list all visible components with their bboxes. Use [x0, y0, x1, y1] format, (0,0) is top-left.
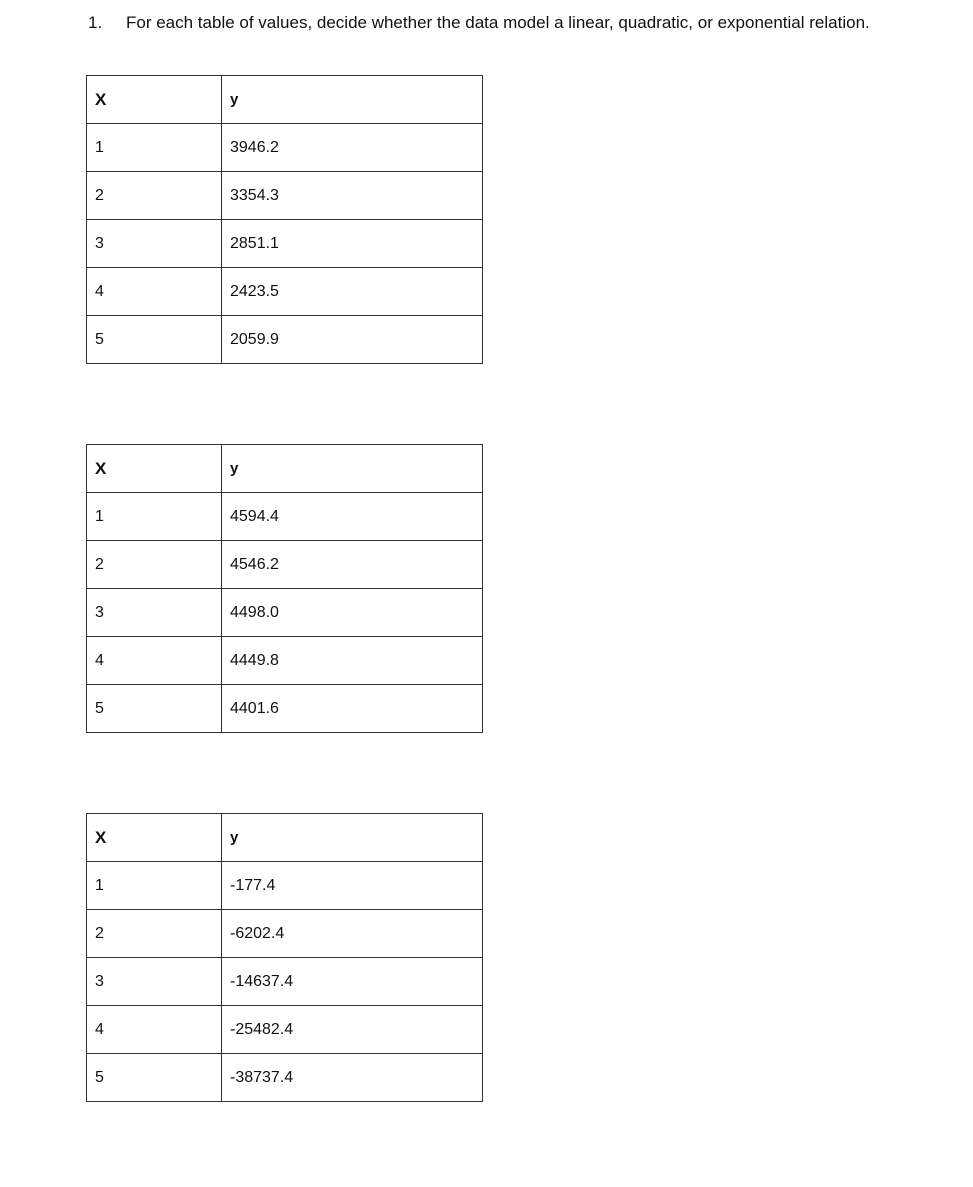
- cell-y: 2851.1: [222, 220, 483, 268]
- table-row: [87, 910, 483, 958]
- cell-x: 2: [87, 541, 222, 589]
- cell-y: -14637.4: [222, 958, 483, 1006]
- header-x: X: [87, 76, 222, 124]
- table-row: [87, 685, 483, 733]
- table-header-row: [87, 445, 483, 493]
- table-row: [87, 862, 483, 910]
- cell-y: 4546.2: [222, 541, 483, 589]
- cell-y: 3946.2: [222, 124, 483, 172]
- cell-x: 3: [87, 220, 222, 268]
- table-header-row: [87, 814, 483, 862]
- table-row: [87, 172, 483, 220]
- question-text: For each table of values, decide whether the data model a linear, quadratic, or exponential relation.: [126, 13, 870, 32]
- values-table-3: [86, 813, 483, 1102]
- cell-x: 1: [87, 124, 222, 172]
- table-row: [87, 958, 483, 1006]
- table-row: [87, 637, 483, 685]
- cell-y: 3354.3: [222, 172, 483, 220]
- table-row: [87, 589, 483, 637]
- cell-x: 3: [87, 589, 222, 637]
- cell-y: 2423.5: [222, 268, 483, 316]
- header-y: y: [222, 76, 483, 124]
- cell-y: 4594.4: [222, 493, 483, 541]
- cell-x: 2: [87, 910, 222, 958]
- cell-x: 1: [87, 862, 222, 910]
- values-table-1: [86, 75, 483, 364]
- cell-x: 5: [87, 316, 222, 364]
- table-row: [87, 268, 483, 316]
- values-table-2: [86, 444, 483, 733]
- question-number: 1.: [88, 13, 103, 32]
- cell-x: 3: [87, 958, 222, 1006]
- cell-y: -177.4: [222, 862, 483, 910]
- header-x: X: [87, 445, 222, 493]
- cell-y: 4498.0: [222, 589, 483, 637]
- cell-y: -6202.4: [222, 910, 483, 958]
- cell-x: 5: [87, 1054, 222, 1102]
- header-y: y: [222, 814, 483, 862]
- header-x: X: [87, 814, 222, 862]
- cell-x: 2: [87, 172, 222, 220]
- cell-y: 4401.6: [222, 685, 483, 733]
- header-y: y: [222, 445, 483, 493]
- cell-y: -38737.4: [222, 1054, 483, 1102]
- cell-x: 4: [87, 637, 222, 685]
- table-row: [87, 124, 483, 172]
- question-1: [88, 10, 908, 36]
- cell-y: 4449.8: [222, 637, 483, 685]
- table-row: [87, 493, 483, 541]
- table-row: [87, 316, 483, 364]
- table-header-row: [87, 76, 483, 124]
- table-row: [87, 1054, 483, 1102]
- cell-y: -25482.4: [222, 1006, 483, 1054]
- cell-x: 4: [87, 268, 222, 316]
- table-row: [87, 541, 483, 589]
- cell-y: 2059.9: [222, 316, 483, 364]
- table-row: [87, 220, 483, 268]
- table-row: [87, 1006, 483, 1054]
- cell-x: 1: [87, 493, 222, 541]
- cell-x: 4: [87, 1006, 222, 1054]
- cell-x: 5: [87, 685, 222, 733]
